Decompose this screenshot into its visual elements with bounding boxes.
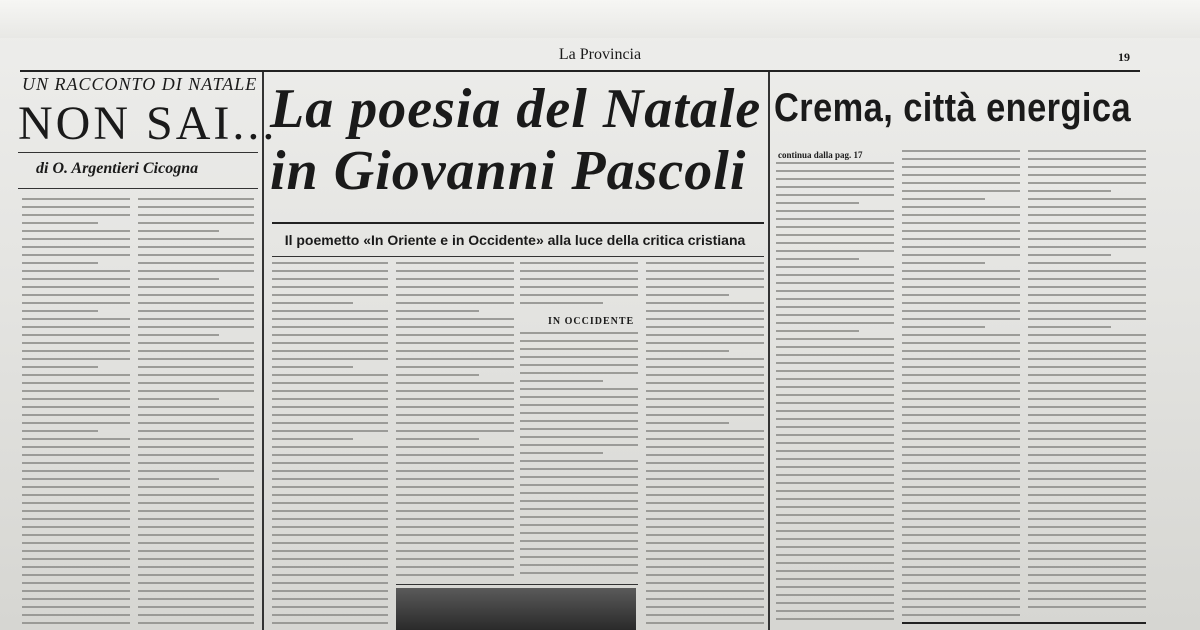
center-article-subhead: Il poemetto «In Oriente e in Occidente» alla luce della critica cristiana [284, 232, 746, 248]
right-bottom-rule [902, 622, 1146, 624]
left-article-kicker: UN RACCONTO DI NATALE [22, 74, 258, 94]
center-text-column-3-top [520, 262, 638, 314]
left-text-column-2 [138, 198, 254, 630]
right-article-title: Crema, città energica [774, 86, 1132, 130]
center-text-column-3 [520, 332, 638, 582]
subhead-rule-top [272, 222, 764, 224]
byline-rule-bottom [18, 188, 258, 189]
center-title-line-2: in Giovanni Pascoli [270, 140, 747, 202]
center-text-column-4 [646, 262, 764, 630]
left-text-column-1 [22, 198, 130, 630]
center-title-line-1: La poesia del Natale [270, 78, 762, 140]
center-text-column-1 [272, 262, 388, 630]
right-text-column-3 [1028, 150, 1146, 620]
page-number: 19 [1118, 50, 1130, 64]
header-rule [20, 70, 1140, 72]
center-text-column-2 [396, 262, 514, 582]
left-article-title: NON SAI... [18, 97, 278, 150]
byline-rule-top [18, 152, 258, 153]
column-divider-left [262, 72, 264, 630]
right-text-column-1 [776, 162, 894, 630]
page-top-strip [0, 0, 1200, 38]
section-heading-in-occidente: IN OCCIDENTE [548, 316, 635, 327]
article-photo [396, 588, 636, 630]
column-divider-right [768, 72, 770, 630]
photo-rule [396, 584, 638, 585]
subhead-rule-bottom [272, 256, 764, 257]
right-text-column-2 [902, 150, 1020, 630]
masthead: La Provincia [558, 46, 642, 63]
left-article-byline: di O. Argentieri Cicogna [36, 160, 199, 177]
center-article-title [270, 78, 761, 202]
continuation-note: continua dalla pag. 17 [778, 150, 863, 160]
